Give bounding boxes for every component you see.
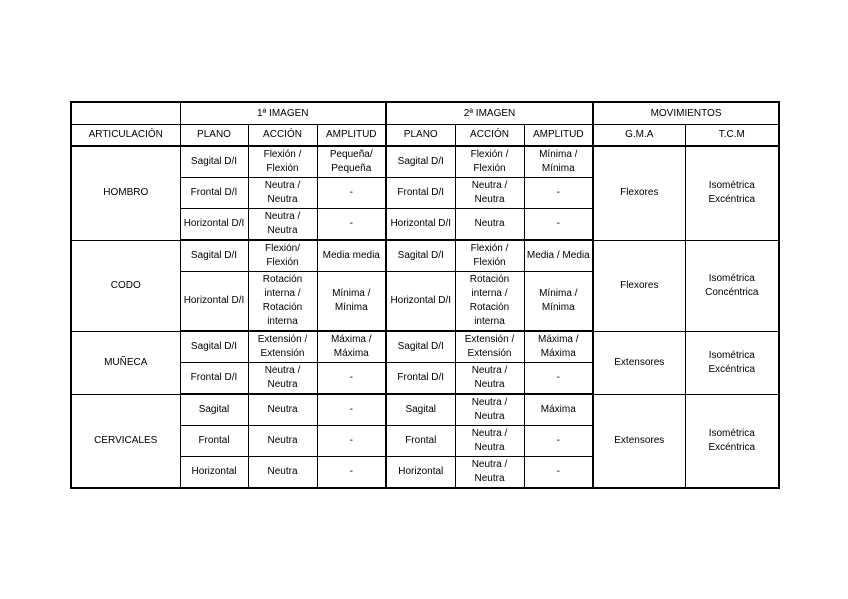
accion-cell: Neutra / Neutra <box>248 363 317 395</box>
header-tcm: T.C.M <box>685 125 779 147</box>
table-row <box>71 240 779 272</box>
amplitud-cell: Máxima / Máxima <box>317 331 386 363</box>
accion-cell: Neutra / Neutra <box>455 363 524 395</box>
articulacion-cell: MUÑECA <box>71 331 180 394</box>
accion-cell: Rotación interna / Rotación interna <box>455 272 524 332</box>
tcm-cell: Isométrica Excéntrica <box>685 146 779 240</box>
tcm-cell: Isométrica Concéntrica <box>685 240 779 331</box>
amplitud-cell: - <box>524 178 593 209</box>
header-plano-1: PLANO <box>180 125 248 147</box>
amplitud-cell: - <box>317 457 386 489</box>
corner-cell <box>71 102 180 125</box>
header-2a-imagen: 2ª IMAGEN <box>386 102 593 125</box>
accion-cell: Neutra / Neutra <box>248 178 317 209</box>
header-movimientos: MOVIMIENTOS <box>593 102 779 125</box>
table-row <box>71 146 779 178</box>
plano-cell: Sagital <box>386 394 455 426</box>
accion-cell: Neutra / Neutra <box>455 426 524 457</box>
articulacion-cell: CERVICALES <box>71 394 180 488</box>
header-1a-imagen: 1ª IMAGEN <box>180 102 386 125</box>
accion-cell: Neutra <box>248 394 317 426</box>
accion-cell: Neutra / Neutra <box>455 457 524 489</box>
accion-cell: Neutra / Neutra <box>455 394 524 426</box>
plano-cell: Horizontal D/I <box>180 209 248 241</box>
amplitud-cell: - <box>524 457 593 489</box>
accion-cell: Extensión / Extensión <box>248 331 317 363</box>
amplitud-cell: - <box>524 363 593 395</box>
accion-cell: Extensión / Extensión <box>455 331 524 363</box>
articulacion-cell: CODO <box>71 240 180 331</box>
accion-cell: Neutra / Neutra <box>455 178 524 209</box>
plano-cell: Horizontal <box>386 457 455 489</box>
plano-cell: Horizontal <box>180 457 248 489</box>
header-gma: G.M.A <box>593 125 685 147</box>
amplitud-cell: Máxima / Máxima <box>524 331 593 363</box>
tcm-cell: Isométrica Excéntrica <box>685 331 779 394</box>
gma-cell: Extensores <box>593 394 685 488</box>
plano-cell: Frontal D/I <box>386 363 455 395</box>
amplitud-cell: Mínima / Mínima <box>524 272 593 332</box>
plano-cell: Horizontal D/I <box>386 209 455 241</box>
table-row <box>71 394 779 426</box>
plano-cell: Frontal D/I <box>386 178 455 209</box>
table-row <box>71 331 779 363</box>
amplitud-cell: Máxima <box>524 394 593 426</box>
amplitud-cell: - <box>524 209 593 241</box>
plano-cell: Sagital D/I <box>386 240 455 272</box>
amplitud-cell: - <box>317 363 386 395</box>
amplitud-cell: - <box>317 394 386 426</box>
plano-cell: Sagital D/I <box>180 240 248 272</box>
plano-cell: Frontal D/I <box>180 363 248 395</box>
accion-cell: Neutra / Neutra <box>248 209 317 241</box>
articulacion-cell: HOMBRO <box>71 146 180 240</box>
header-amplitud-1: AMPLITUD <box>317 125 386 147</box>
accion-cell: Flexión / Flexión <box>455 146 524 178</box>
header-accion-2: ACCIÓN <box>455 125 524 147</box>
plano-cell: Horizontal D/I <box>180 272 248 332</box>
amplitud-cell: Media media <box>317 240 386 272</box>
amplitud-cell: - <box>317 209 386 241</box>
plano-cell: Frontal <box>386 426 455 457</box>
amplitud-cell: - <box>317 178 386 209</box>
plano-cell: Frontal <box>180 426 248 457</box>
plano-cell: Sagital D/I <box>180 146 248 178</box>
amplitud-cell: Media / Media <box>524 240 593 272</box>
amplitud-cell: - <box>317 426 386 457</box>
plano-cell: Sagital D/I <box>386 146 455 178</box>
accion-cell: Rotación interna / Rotación interna <box>248 272 317 332</box>
plano-cell: Sagital D/I <box>386 331 455 363</box>
plano-cell: Sagital D/I <box>180 331 248 363</box>
header-accion-1: ACCIÓN <box>248 125 317 147</box>
amplitud-cell: Mínima / Mínima <box>317 272 386 332</box>
gma-cell: Flexores <box>593 240 685 331</box>
accion-cell: Flexión/ Flexión <box>248 240 317 272</box>
accion-cell: Neutra <box>248 457 317 489</box>
accion-cell: Neutra <box>455 209 524 241</box>
gma-cell: Flexores <box>593 146 685 240</box>
amplitud-cell: Pequeña/ Pequeña <box>317 146 386 178</box>
plano-cell: Horizontal D/I <box>386 272 455 332</box>
header-plano-2: PLANO <box>386 125 455 147</box>
accion-cell: Neutra <box>248 426 317 457</box>
header-amplitud-2: AMPLITUD <box>524 125 593 147</box>
movement-analysis-table <box>70 101 780 489</box>
amplitud-cell: Mínima / Mínima <box>524 146 593 178</box>
header-articulacion: ARTICULACIÓN <box>71 125 180 147</box>
plano-cell: Frontal D/I <box>180 178 248 209</box>
accion-cell: Flexión / Flexión <box>455 240 524 272</box>
amplitud-cell: - <box>524 426 593 457</box>
plano-cell: Sagital <box>180 394 248 426</box>
gma-cell: Extensores <box>593 331 685 394</box>
accion-cell: Flexión / Flexión <box>248 146 317 178</box>
tcm-cell: Isométrica Excéntrica <box>685 394 779 488</box>
